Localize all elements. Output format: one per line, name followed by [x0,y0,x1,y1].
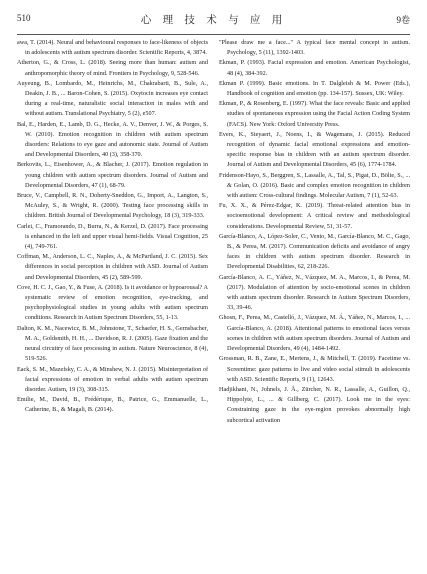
reference-entry: García-Blanco, A. C., Yáñez, N., Vázquez, M. A., Marcos, I., & Perea, M. (2017). Modulation of attention by socio-emotional scenes in children with autism spectrum disorder. Research in Autism Spectrum Disorders, 33, 39-46. [219,273,410,312]
reference-entry: Eack, S. M., Mazefsky, C. A., & Minshew, N. J. (2015). Misinterpretation of facial expressions of emotion in verbal adults with autism spectrum disorder. Autism, 19 (3), 308-315. [17,365,208,393]
reference-entry: Hadjikhani, N., Johnels, J. Å., Zürcher, N. R., Lassalle, A., Guillon, Q., Hippolyte, L., ... & Gillberg, C. (2017). Look me in the eyes: Constraining gaze in the eye-region provokes abnormally high subcortical activation [219,385,410,424]
reference-entry: Fridenson-Hayo, S., Berggren, S., Lassalle, A., Tal, S., Pigat, D., Bölte, S., ... & Golan, O. (2016). Basic and complex emotion recognition in children with autism: Cross-cultural findings. Molecular Autism, 7 (1), 52-63. [219,171,410,200]
reference-entry: Coffman, M., Anderson, L. C., Naples, A., & McPartland, J. C. (2015). Sex differences in social perception in children with ASD. Journal of Autism and Developmental Disorders, 45 (2), 589-599. [17,253,208,281]
reference-entry: Bal, E., Harden, E., Lamb, D. G., Hecke, A. V., Denver, J. W., & Porges, S. W. (2010). Emotion recognition in children with autism spectrum disorders: Relations to eye gaze and autonomic state. Journal of Autism and Developmental Disorders, 40 (3), 358-370. [17,120,208,159]
journal-title: 心 理 技 术 与 应 用 [140,14,287,26]
reference-entry: Auyeung, B., Lombardo, M., Heinrichs, M., Chakrabarti, B., Sule, A., Deakin, J. B., ... Baron-Cohen, S. (2015). Oxytocin increases eye contact during a real-time, naturalistic social interaction in males with and without autism. Translational Psychiatry, 5 (2), e507. [17,79,208,118]
reference-entry: awa, T. (2014). Neural and behavioural responses to face-likeness of objects in adolescents with autism spectrum disorder. Scientific Reports, 4, 3874. [17,39,208,57]
reference-entry: Berkovits, L., Eisenhower, A., & Blacher, J. (2017). Emotion regulation in young children with autism spectrum disorders. Journal of Autism and Developmental Disorders, 47 (1), 68-79. [17,161,208,189]
page-header [17,10,410,35]
reference-entry: Cove, H. C. J., Gao, Y., & Fuse, A. (2018). Is it avoidance or hypoarousal? A systematic review of emotion recognition, eye-tracking, and psychophysiological studies in young adults with autism spectrum conditions. Research in Autism Spectrum Disorders, 55, 1-13. [17,283,208,322]
reference-column-left [17,38,208,416]
reference-entry: Ekman, P. (1993). Facial expression and emotion. American Psychologist, 48 (4), 384-392. [219,59,410,77]
reference-entry: Bruce, V., Campbell, R. N., Doherty-Sneddon, G., Import, A., Langton, S., McAuley, S., & Wright, R. (2000). Testing face processing skills in children. British Journal of Developmental Psychology, 18 (3), 319-333. [17,192,208,220]
reference-entry: Evers, K., Steyaert, J., Noens, I., & Wagemans, J. (2015). Reduced recognition of dynamic facial emotional expressions and emotion-specific response bias in children with an autism spectrum disorder. Journal of Autism and Developmental Disorders, 45 (6), 1774-1784. [219,130,410,169]
reference-entry: Dalton, K. M., Nacewicz, B. M., Johnstone, T., Schaefer, H. S., Gernsbacher, M. A., Goldsmith, H. H., ... Davidson, R. J. (2005). Gaze fixation and the neural circuitry of face processing in autism. Nature Neuroscience, 8 (4), 519-526. [17,324,208,363]
reference-entry: Fu, X. X., & Pérez-Edgar, K. (2019). Threat-related attention bias in socioemotional development: A critical review and methodological considerations. Developmental Review, 51, 31-57. [219,202,410,230]
volume-label: 9卷 [396,15,410,25]
reference-entry: Carlei, C., Framorando, D., Burra, N., & Kerzel, D. (2017). Face processing is enhanced in the left and upper visual hemi-fields. Visual Cognition, 25 (4), 749-761. [17,222,208,251]
reference-entry: Ghosn, F., Perea, M., Castelló, J., Vázquez, M. Á., Yáñez, N., Marcos, I., ... García-Blanco, A. (2018). Attentional patterns to emotional faces versus scenes in children with autism spectrum disorders. Journal of Autism and Developmental Disorders, 49 (4), 1484-1492. [219,314,410,353]
reference-column-right [219,38,410,426]
reference-entry: Ekman, P., & Rosenberg, E. (1997). What the face reveals: Basic and applied studies of spontaneous expression using the Facial Action Coding System (FACS). New York: Oxford University Press. [219,100,410,128]
page-number: 510 [17,13,31,23]
reference-entry: Grossman, R. B., Zane, E., Mertens, J., & Mitchell, T. (2019). Facetime vs. Screentime: gaze patterns to live and video social stimuli in adolescents with ASD. Scientific Reports, 9 (1), 12643. [219,355,410,383]
reference-entry: Emilie, M., David, B., Frédérique, B., Patrice, G., Emmanuelle, L., Catherine, B., & Magali, B. (2014). [17,396,208,414]
reference-entry: García-Blanco, A., López-Soler, C., Vento, M., García-Blanco, M. C., Gago, B., & Perea, M. (2017). Communication deficits and avoidance of angry faces in children with autism spectrum disorder. Research in Developmental Disabilities, 62, 218-226. [219,232,410,271]
reference-entry: "Please draw me a face..." A typical face mental concept in autism. Psychology, 5 (11), 1392-1403. [219,39,410,57]
reference-entry: Ekman P. (1999). Basic emotions. In T. Dalgleish & M. Power (Eds.), Handbook of cognition and emotion (pp. 134-157). Sussex, UK: Wiley. [219,79,410,98]
reference-entry: Atherton, G., & Cross, L. (2018). Seeing more than human: autism and anthropomorphic theory of mind. Frontiers in Psychology, 9, 528-546. [17,59,208,77]
